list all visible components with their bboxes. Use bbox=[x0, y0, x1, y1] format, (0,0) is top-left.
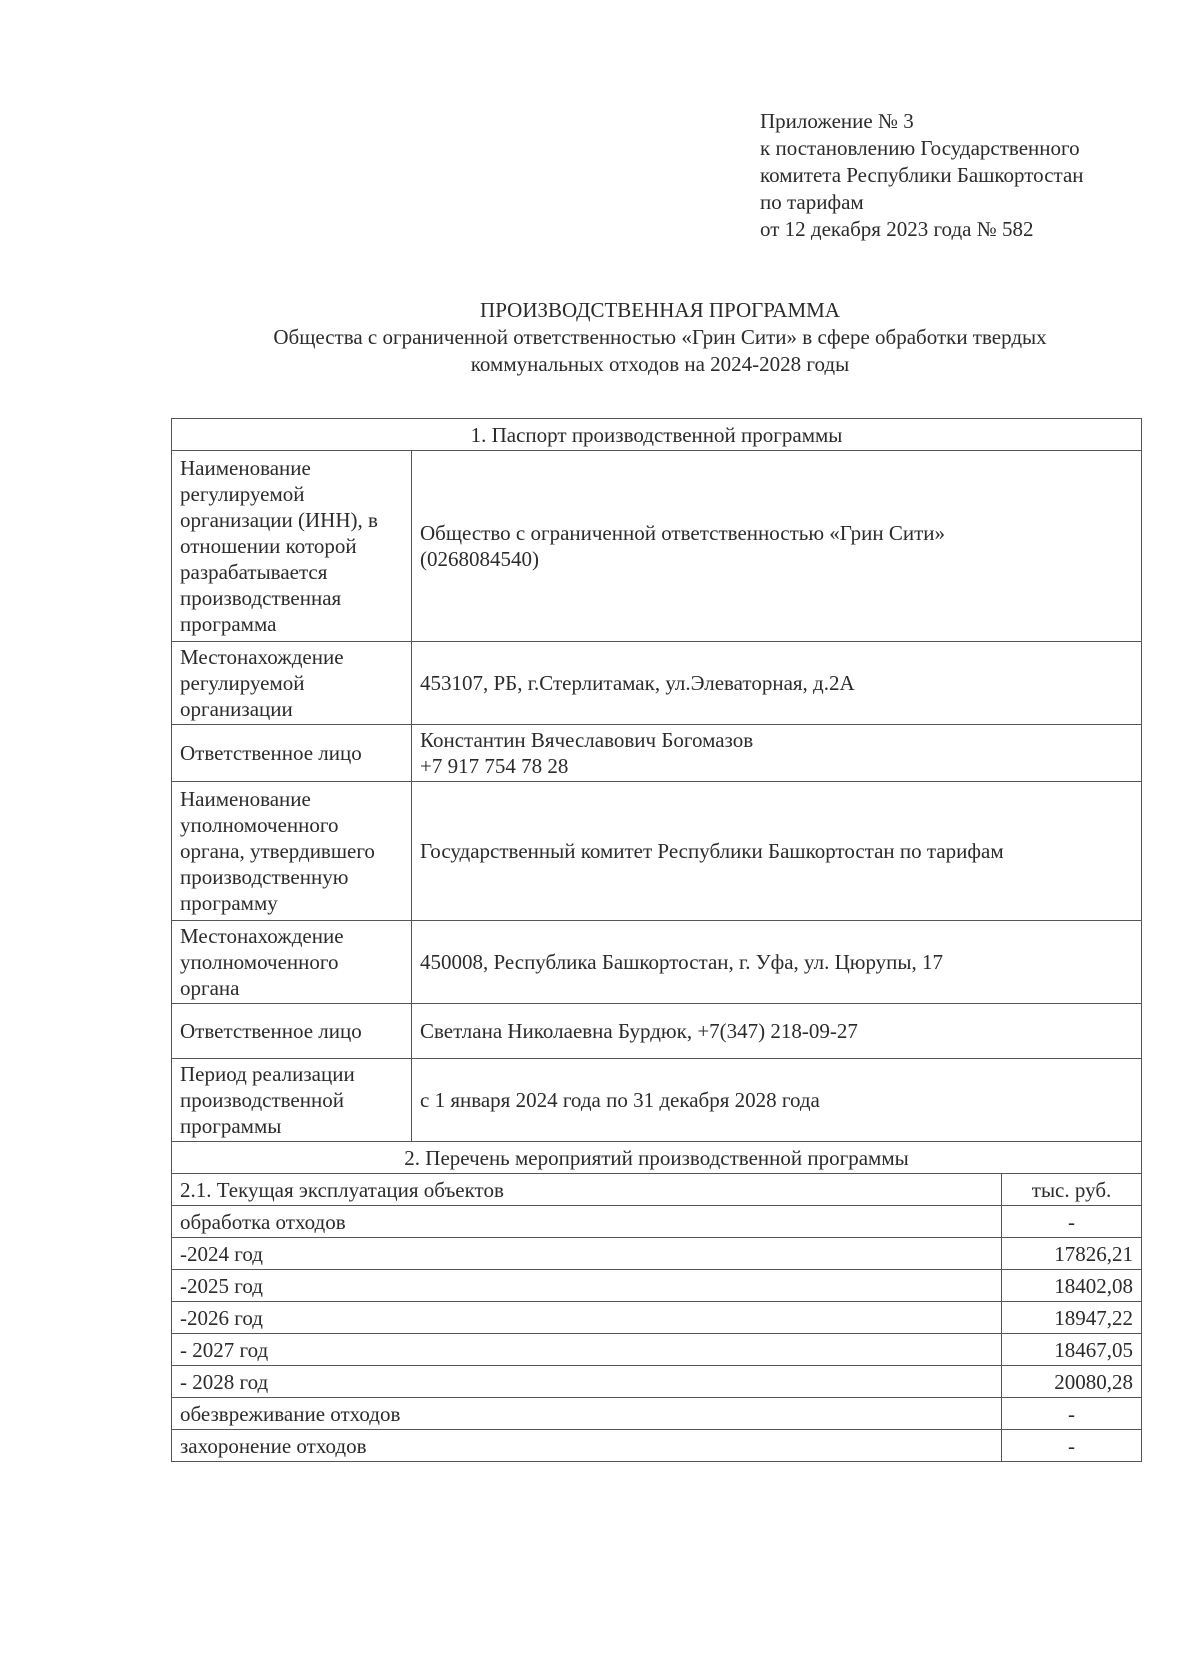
row-label: Наименование регулируемой организации (ИНН), в отношении которой разрабатывается производственная программа bbox=[172, 451, 412, 642]
value-line: (0268084540) bbox=[420, 547, 539, 571]
table-row bbox=[172, 725, 1142, 782]
row-value: 450008, Республика Башкортостан, г. Уфа, ул. Цюрупы, 17 bbox=[412, 921, 1142, 1004]
appendix-line: Приложение № 3 bbox=[760, 109, 914, 133]
table-row bbox=[172, 782, 1142, 921]
row-label: захоронение отходов bbox=[172, 1430, 1002, 1462]
section-header-row bbox=[172, 419, 1142, 451]
row-label: Период реализации производственной программы bbox=[172, 1059, 412, 1142]
unit-label: тыс. руб. bbox=[1002, 1174, 1142, 1206]
row-label: Наименование уполномоченного органа, утвердившего производственную программу bbox=[172, 782, 412, 921]
row-label: обезвреживание отходов bbox=[172, 1398, 1002, 1430]
row-value: Светлана Николаевна Бурдюк, +7(347) 218-09-27 bbox=[412, 1004, 1142, 1059]
row-value: Государственный комитет Республики Башкортостан по тарифам bbox=[412, 782, 1142, 921]
row-label: Ответственное лицо bbox=[172, 1004, 412, 1059]
row-value: - bbox=[1002, 1206, 1142, 1238]
row-value: 453107, РБ, г.Стерлитамак, ул.Элеваторная, д.2А bbox=[412, 642, 1142, 725]
row-value: 18467,05 bbox=[1002, 1334, 1142, 1366]
table-row bbox=[172, 1366, 1142, 1398]
document-title bbox=[160, 297, 1160, 378]
row-label: -2026 год bbox=[172, 1302, 1002, 1334]
table-row bbox=[172, 921, 1142, 1004]
title-line: коммунальных отходов на 2024-2028 годы bbox=[470, 352, 850, 376]
table-row bbox=[172, 642, 1142, 725]
title-line: Общества с ограниченной ответственностью «Грин Сити» в сфере обработки твердых bbox=[273, 325, 1047, 349]
row-value bbox=[412, 725, 1142, 782]
table-row bbox=[172, 1398, 1142, 1430]
row-value: 20080,28 bbox=[1002, 1366, 1142, 1398]
table-row bbox=[172, 1059, 1142, 1142]
row-label: -2024 год bbox=[172, 1238, 1002, 1270]
table-row bbox=[172, 451, 1142, 642]
row-value: - bbox=[1002, 1430, 1142, 1462]
value-line: Общество с ограниченной ответственностью «Грин Сити» bbox=[420, 521, 945, 545]
row-value: 17826,21 bbox=[1002, 1238, 1142, 1270]
row-label: - 2028 год bbox=[172, 1366, 1002, 1398]
row-value bbox=[412, 451, 1142, 642]
appendix-line: по тарифам bbox=[760, 190, 864, 214]
title-line: ПРОИЗВОДСТВЕННАЯ ПРОГРАММА bbox=[480, 298, 840, 322]
row-label: - 2027 год bbox=[172, 1334, 1002, 1366]
value-line: Константин Вячеславович Богомазов bbox=[420, 728, 754, 752]
row-label: -2025 год bbox=[172, 1270, 1002, 1302]
appendix-line: комитета Республики Башкортостан bbox=[760, 163, 1084, 187]
value-line: +7 917 754 78 28 bbox=[420, 754, 569, 778]
table-row bbox=[172, 1302, 1142, 1334]
table-row bbox=[172, 1270, 1142, 1302]
appendix-line: от 12 декабря 2023 года № 582 bbox=[760, 217, 1034, 241]
row-value: 18402,08 bbox=[1002, 1270, 1142, 1302]
table-row bbox=[172, 1430, 1142, 1462]
table-row bbox=[172, 1238, 1142, 1270]
row-label: Местонахождение регулируемой организации bbox=[172, 642, 412, 725]
section2-subheader: 2.1. Текущая эксплуатация объектов bbox=[172, 1174, 1002, 1206]
section-header-row bbox=[172, 1142, 1142, 1174]
row-value: 18947,22 bbox=[1002, 1302, 1142, 1334]
row-label: Местонахождение уполномоченного органа bbox=[172, 921, 412, 1004]
appendix-line: к постановлению Государственного bbox=[760, 136, 1080, 160]
row-label: обработка отходов bbox=[172, 1206, 1002, 1238]
appendix-block bbox=[760, 108, 1180, 243]
program-table bbox=[171, 418, 1142, 1462]
subheader-row bbox=[172, 1174, 1142, 1206]
section1-header: 1. Паспорт производственной программы bbox=[172, 419, 1142, 451]
row-label: Ответственное лицо bbox=[172, 725, 412, 782]
row-value: с 1 января 2024 года по 31 декабря 2028 года bbox=[412, 1059, 1142, 1142]
section2-header: 2. Перечень мероприятий производственной программы bbox=[172, 1142, 1142, 1174]
table-row bbox=[172, 1206, 1142, 1238]
table-row bbox=[172, 1004, 1142, 1059]
table-row bbox=[172, 1334, 1142, 1366]
row-value: - bbox=[1002, 1398, 1142, 1430]
